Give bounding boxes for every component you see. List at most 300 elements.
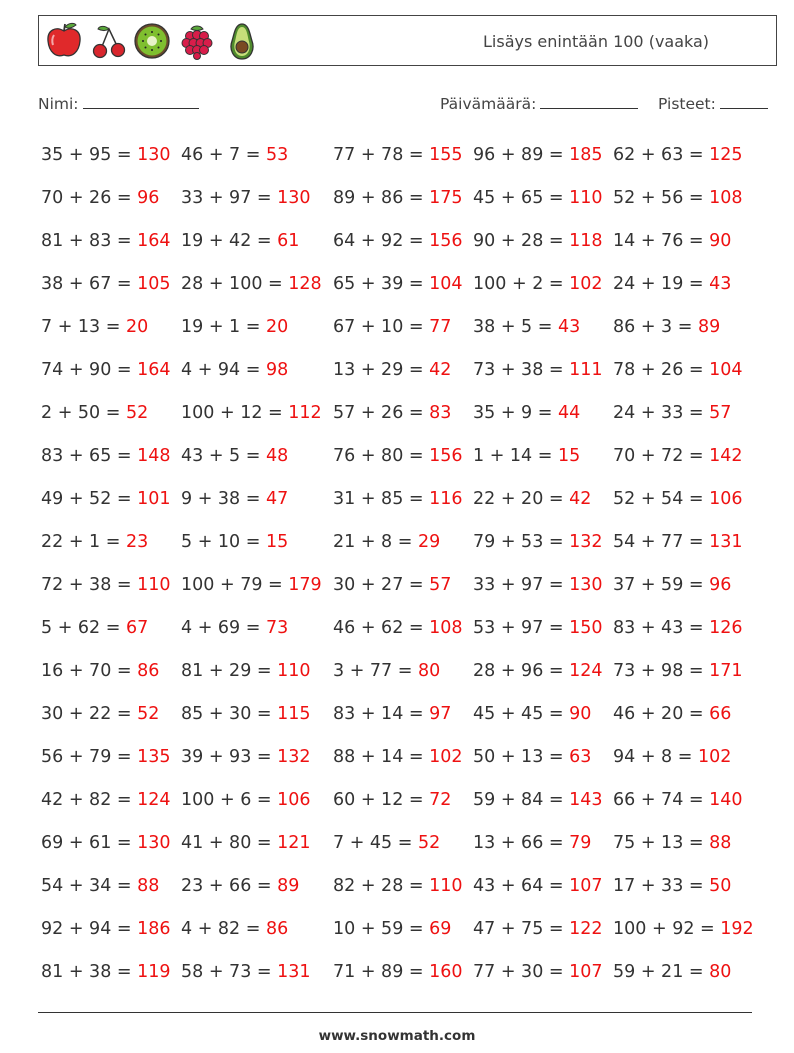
problem-question: 67 + 10 = <box>333 317 430 337</box>
problem-item <box>41 229 171 253</box>
problem-item <box>181 315 288 339</box>
problem-answer: 72 <box>429 790 452 810</box>
problem-item <box>333 616 463 640</box>
problem-item <box>473 143 603 167</box>
problem-item <box>473 186 603 210</box>
problem-item <box>613 831 731 855</box>
problem-answer: 20 <box>265 317 289 337</box>
problem-answer: 175 <box>429 188 463 208</box>
problem-answer: 118 <box>569 231 603 251</box>
problem-item <box>613 616 743 640</box>
problem-question: 70 + 26 = <box>41 188 138 208</box>
problem-item <box>613 573 731 597</box>
problem-item <box>613 401 731 425</box>
avocado-icon <box>222 21 262 61</box>
problem-question: 3 + 77 = <box>333 661 418 681</box>
problem-question: 100 + 2 = <box>473 274 570 294</box>
problem-question: 42 + 82 = <box>41 790 138 810</box>
problem-question: 71 + 89 = <box>333 962 430 982</box>
problem-item <box>333 874 463 898</box>
problem-item <box>41 401 148 425</box>
problem-answer: 142 <box>709 446 743 466</box>
problem-item <box>473 659 603 683</box>
problem-answer: 47 <box>265 489 289 509</box>
problem-item <box>333 315 451 339</box>
score-field[interactable] <box>658 94 768 113</box>
problem-answer: 130 <box>569 575 603 595</box>
problem-question: 54 + 77 = <box>613 532 710 552</box>
problem-question: 43 + 64 = <box>473 876 570 896</box>
problem-question: 65 + 39 = <box>333 274 430 294</box>
kiwi-icon <box>132 21 172 61</box>
problem-question: 74 + 90 = <box>41 360 138 380</box>
problem-question: 17 + 33 = <box>613 876 710 896</box>
problem-question: 19 + 1 = <box>181 317 266 337</box>
problem-question: 92 + 94 = <box>41 919 138 939</box>
problem-item <box>333 444 463 468</box>
problem-item <box>41 831 171 855</box>
problem-answer: 164 <box>137 231 171 251</box>
problem-answer: 125 <box>709 145 743 165</box>
problem-answer: 128 <box>288 274 322 294</box>
problem-question: 46 + 62 = <box>333 618 430 638</box>
problem-question: 45 + 65 = <box>473 188 570 208</box>
problem-item <box>41 788 171 812</box>
problem-answer: 140 <box>709 790 743 810</box>
problem-item <box>613 143 743 167</box>
problem-question: 21 + 8 = <box>333 532 418 552</box>
problem-answer: 186 <box>137 919 171 939</box>
problem-question: 31 + 85 = <box>333 489 430 509</box>
problem-question: 100 + 79 = <box>181 575 289 595</box>
problem-item <box>41 272 171 296</box>
problem-item <box>613 315 720 339</box>
problem-question: 64 + 92 = <box>333 231 430 251</box>
problem-item <box>473 272 603 296</box>
problem-item <box>333 573 451 597</box>
problem-item <box>41 186 159 210</box>
problem-answer: 108 <box>709 188 743 208</box>
problem-answer: 164 <box>137 360 171 380</box>
problem-item <box>333 143 463 167</box>
problem-answer: 90 <box>569 704 592 724</box>
problem-item <box>41 444 171 468</box>
problem-answer: 86 <box>137 661 160 681</box>
problem-answer: 102 <box>697 747 732 767</box>
problem-answer: 131 <box>709 532 743 552</box>
problem-question: 7 + 45 = <box>333 833 418 853</box>
problem-item <box>181 616 288 640</box>
problem-question: 47 + 75 = <box>473 919 570 939</box>
problem-question: 69 + 61 = <box>41 833 138 853</box>
problem-answer: 110 <box>429 876 463 896</box>
problem-item <box>333 401 451 425</box>
problem-answer: 110 <box>277 661 311 681</box>
problem-answer: 130 <box>137 145 171 165</box>
problem-item <box>473 745 591 769</box>
problem-question: 81 + 38 = <box>41 962 138 982</box>
problem-item <box>333 960 463 984</box>
problem-item <box>181 659 311 683</box>
problem-item <box>613 229 731 253</box>
problem-item <box>613 960 731 984</box>
problem-question: 4 + 82 = <box>181 919 266 939</box>
problem-answer: 192 <box>720 919 754 939</box>
problem-answer: 89 <box>277 876 300 896</box>
problem-answer: 130 <box>277 188 311 208</box>
name-label: Nimi: <box>38 95 79 113</box>
problem-question: 4 + 94 = <box>181 360 266 380</box>
problem-question: 52 + 54 = <box>613 489 710 509</box>
problem-item <box>41 960 171 984</box>
problem-item <box>613 530 743 554</box>
problem-item <box>333 358 451 382</box>
problem-answer: 126 <box>709 618 743 638</box>
problem-question: 100 + 12 = <box>181 403 289 423</box>
problem-answer: 105 <box>137 274 171 294</box>
problem-question: 30 + 22 = <box>41 704 138 724</box>
problem-question: 4 + 69 = <box>181 618 266 638</box>
problem-item <box>181 831 311 855</box>
problem-answer: 63 <box>569 747 592 767</box>
name-blank[interactable] <box>83 94 199 109</box>
problem-question: 72 + 38 = <box>41 575 138 595</box>
problem-answer: 44 <box>557 403 581 423</box>
problem-item <box>613 659 743 683</box>
problem-item <box>181 874 299 898</box>
problem-item <box>473 616 603 640</box>
problem-item <box>41 143 171 167</box>
problem-item <box>41 874 159 898</box>
problem-question: 58 + 73 = <box>181 962 278 982</box>
problem-question: 22 + 1 = <box>41 532 126 552</box>
problem-question: 52 + 56 = <box>613 188 710 208</box>
problem-question: 24 + 33 = <box>613 403 710 423</box>
problem-item <box>473 315 580 339</box>
problem-question: 33 + 97 = <box>473 575 570 595</box>
problem-item <box>613 745 731 769</box>
problem-answer: 111 <box>569 360 603 380</box>
problem-answer: 130 <box>137 833 171 853</box>
problem-item <box>333 788 451 812</box>
problem-answer: 119 <box>137 962 171 982</box>
footer-divider <box>38 1012 752 1013</box>
problem-question: 83 + 43 = <box>613 618 710 638</box>
problem-item <box>41 702 159 726</box>
problem-item <box>473 917 603 941</box>
problem-answer: 155 <box>429 145 463 165</box>
problem-item <box>333 229 463 253</box>
problem-answer: 121 <box>277 833 311 853</box>
problem-answer: 52 <box>417 833 441 853</box>
problem-item <box>41 659 159 683</box>
problem-question: 23 + 66 = <box>181 876 278 896</box>
footer-url: www.snowmath.com <box>318 1028 476 1044</box>
problem-answer: 57 <box>709 403 732 423</box>
problem-answer: 52 <box>125 403 149 423</box>
problem-answer: 80 <box>709 962 732 982</box>
problem-answer: 53 <box>265 145 289 165</box>
problem-question: 73 + 98 = <box>613 661 710 681</box>
problem-item <box>473 788 603 812</box>
problem-item <box>473 487 591 511</box>
problem-question: 2 + 50 = <box>41 403 126 423</box>
problem-answer: 102 <box>569 274 603 294</box>
problem-answer: 171 <box>709 661 743 681</box>
problem-question: 46 + 20 = <box>613 704 710 724</box>
problem-question: 62 + 63 = <box>613 145 710 165</box>
problem-item <box>41 745 171 769</box>
problem-item <box>41 358 171 382</box>
problem-question: 38 + 5 = <box>473 317 558 337</box>
problem-question: 50 + 13 = <box>473 747 570 767</box>
worksheet-header <box>38 15 777 66</box>
name-field[interactable] <box>38 94 199 113</box>
problem-question: 24 + 19 = <box>613 274 710 294</box>
cherries-icon <box>89 21 129 61</box>
problem-question: 28 + 100 = <box>181 274 289 294</box>
problem-answer: 160 <box>429 962 463 982</box>
problem-question: 46 + 7 = <box>181 145 266 165</box>
problem-question: 81 + 83 = <box>41 231 138 251</box>
problem-answer: 69 <box>429 919 452 939</box>
problem-question: 14 + 76 = <box>613 231 710 251</box>
problem-answer: 156 <box>429 231 463 251</box>
problem-answer: 110 <box>569 188 603 208</box>
problem-item <box>473 444 580 468</box>
worksheet-title: Lisäys enintään 100 (vaaka) <box>483 32 710 51</box>
problem-answer: 43 <box>709 274 732 294</box>
problem-question: 100 + 6 = <box>181 790 278 810</box>
problem-answer: 106 <box>277 790 311 810</box>
problem-answer: 67 <box>125 618 149 638</box>
problem-question: 81 + 29 = <box>181 661 278 681</box>
problem-answer: 61 <box>277 231 300 251</box>
problem-question: 83 + 65 = <box>41 446 138 466</box>
problem-answer: 143 <box>569 790 603 810</box>
problem-item <box>41 487 171 511</box>
problem-question: 1 + 14 = <box>473 446 558 466</box>
problem-item <box>181 960 311 984</box>
problem-question: 78 + 26 = <box>613 360 710 380</box>
problem-item <box>613 874 731 898</box>
problem-question: 76 + 80 = <box>333 446 430 466</box>
date-field[interactable] <box>440 94 638 113</box>
problem-item <box>613 917 754 941</box>
problem-item <box>473 874 603 898</box>
problem-answer: 50 <box>709 876 732 896</box>
problem-question: 10 + 59 = <box>333 919 430 939</box>
problem-answer: 148 <box>137 446 171 466</box>
problem-question: 85 + 30 = <box>181 704 278 724</box>
problem-item <box>473 358 603 382</box>
problem-item <box>333 659 440 683</box>
problem-question: 66 + 74 = <box>613 790 710 810</box>
problem-answer: 185 <box>569 145 603 165</box>
problem-question: 35 + 95 = <box>41 145 138 165</box>
problem-question: 45 + 45 = <box>473 704 570 724</box>
problem-answer: 29 <box>417 532 441 552</box>
problem-question: 49 + 52 = <box>41 489 138 509</box>
problem-answer: 86 <box>265 919 289 939</box>
problem-question: 22 + 20 = <box>473 489 570 509</box>
problem-answer: 115 <box>277 704 311 724</box>
problem-answer: 135 <box>137 747 171 767</box>
problem-answer: 98 <box>265 360 289 380</box>
problem-item <box>181 186 311 210</box>
problem-answer: 90 <box>709 231 732 251</box>
problem-answer: 43 <box>557 317 581 337</box>
problem-item <box>181 573 322 597</box>
problem-question: 39 + 93 = <box>181 747 278 767</box>
problem-item <box>333 186 463 210</box>
problem-question: 59 + 21 = <box>613 962 710 982</box>
problem-question: 70 + 72 = <box>613 446 710 466</box>
problem-question: 5 + 10 = <box>181 532 266 552</box>
problem-answer: 110 <box>137 575 171 595</box>
problem-question: 5 + 62 = <box>41 618 126 638</box>
problem-answer: 42 <box>569 489 592 509</box>
problem-question: 75 + 13 = <box>613 833 710 853</box>
problem-item <box>613 272 731 296</box>
problem-answer: 77 <box>429 317 452 337</box>
problem-item <box>333 745 463 769</box>
problem-item <box>41 917 171 941</box>
problem-question: 53 + 97 = <box>473 618 570 638</box>
problem-item <box>181 487 288 511</box>
problem-item <box>473 229 603 253</box>
problem-question: 86 + 3 = <box>613 317 698 337</box>
problem-answer: 156 <box>429 446 463 466</box>
problem-question: 89 + 86 = <box>333 188 430 208</box>
problem-question: 96 + 89 = <box>473 145 570 165</box>
apple-icon <box>44 21 84 61</box>
problem-item <box>473 831 591 855</box>
problem-question: 30 + 27 = <box>333 575 430 595</box>
problem-item <box>613 702 731 726</box>
problem-item <box>181 788 311 812</box>
problem-question: 7 + 13 = <box>41 317 126 337</box>
problem-answer: 179 <box>288 575 322 595</box>
problem-question: 90 + 28 = <box>473 231 570 251</box>
problem-item <box>181 358 288 382</box>
problem-answer: 15 <box>265 532 289 552</box>
problem-answer: 57 <box>429 575 452 595</box>
problem-item <box>613 358 743 382</box>
problem-question: 79 + 53 = <box>473 532 570 552</box>
problem-item <box>41 573 171 597</box>
problem-item <box>473 573 603 597</box>
problem-answer: 48 <box>265 446 289 466</box>
problem-item <box>333 917 451 941</box>
problem-answer: 20 <box>125 317 149 337</box>
problem-question: 54 + 34 = <box>41 876 138 896</box>
problem-answer: 89 <box>697 317 721 337</box>
problem-item <box>333 831 440 855</box>
problem-item <box>181 530 288 554</box>
problem-question: 28 + 96 = <box>473 661 570 681</box>
problem-answer: 66 <box>709 704 732 724</box>
problem-answer: 73 <box>265 618 289 638</box>
problem-question: 77 + 30 = <box>473 962 570 982</box>
problem-question: 73 + 38 = <box>473 360 570 380</box>
problem-item <box>613 788 743 812</box>
date-blank[interactable] <box>540 94 638 109</box>
problem-item <box>333 272 463 296</box>
problem-question: 88 + 14 = <box>333 747 430 767</box>
problem-question: 77 + 78 = <box>333 145 430 165</box>
problem-answer: 15 <box>557 446 581 466</box>
problem-question: 19 + 42 = <box>181 231 278 251</box>
problem-question: 13 + 66 = <box>473 833 570 853</box>
problem-answer: 116 <box>429 489 463 509</box>
problem-item <box>333 702 451 726</box>
problem-answer: 96 <box>137 188 160 208</box>
problem-answer: 150 <box>569 618 603 638</box>
problem-item <box>41 315 148 339</box>
problem-answer: 107 <box>569 876 603 896</box>
problem-item <box>181 702 311 726</box>
problem-question: 16 + 70 = <box>41 661 138 681</box>
problem-answer: 106 <box>709 489 743 509</box>
problem-item <box>181 401 322 425</box>
problem-item <box>333 530 440 554</box>
problem-question: 59 + 84 = <box>473 790 570 810</box>
problem-answer: 132 <box>569 532 603 552</box>
problem-item <box>41 616 148 640</box>
score-blank[interactable] <box>720 94 768 109</box>
problem-question: 60 + 12 = <box>333 790 430 810</box>
problem-answer: 132 <box>277 747 311 767</box>
problem-answer: 88 <box>709 833 732 853</box>
problem-item <box>181 143 288 167</box>
problem-answer: 79 <box>569 833 592 853</box>
problem-answer: 122 <box>569 919 603 939</box>
problem-answer: 97 <box>429 704 452 724</box>
problem-answer: 52 <box>137 704 160 724</box>
raspberry-icon <box>177 21 217 61</box>
problem-item <box>613 487 743 511</box>
problem-question: 13 + 29 = <box>333 360 430 380</box>
problem-question: 33 + 97 = <box>181 188 278 208</box>
problem-answer: 104 <box>429 274 463 294</box>
problem-item <box>181 444 288 468</box>
problem-answer: 124 <box>137 790 171 810</box>
problem-item <box>473 960 603 984</box>
problem-item <box>41 530 148 554</box>
problem-question: 41 + 80 = <box>181 833 278 853</box>
score-label: Pisteet: <box>658 95 716 113</box>
problem-question: 43 + 5 = <box>181 446 266 466</box>
problem-answer: 102 <box>429 747 463 767</box>
problem-question: 37 + 59 = <box>613 575 710 595</box>
problem-question: 82 + 28 = <box>333 876 430 896</box>
problem-answer: 108 <box>429 618 463 638</box>
problem-item <box>613 444 743 468</box>
problem-item <box>181 229 299 253</box>
problem-answer: 23 <box>125 532 149 552</box>
problem-item <box>613 186 743 210</box>
problem-answer: 80 <box>417 661 441 681</box>
problem-answer: 96 <box>709 575 732 595</box>
problem-item <box>181 917 288 941</box>
problem-item <box>473 530 603 554</box>
problem-answer: 88 <box>137 876 160 896</box>
problem-answer: 124 <box>569 661 603 681</box>
problem-question: 35 + 9 = <box>473 403 558 423</box>
problem-question: 83 + 14 = <box>333 704 430 724</box>
problem-item <box>181 272 322 296</box>
